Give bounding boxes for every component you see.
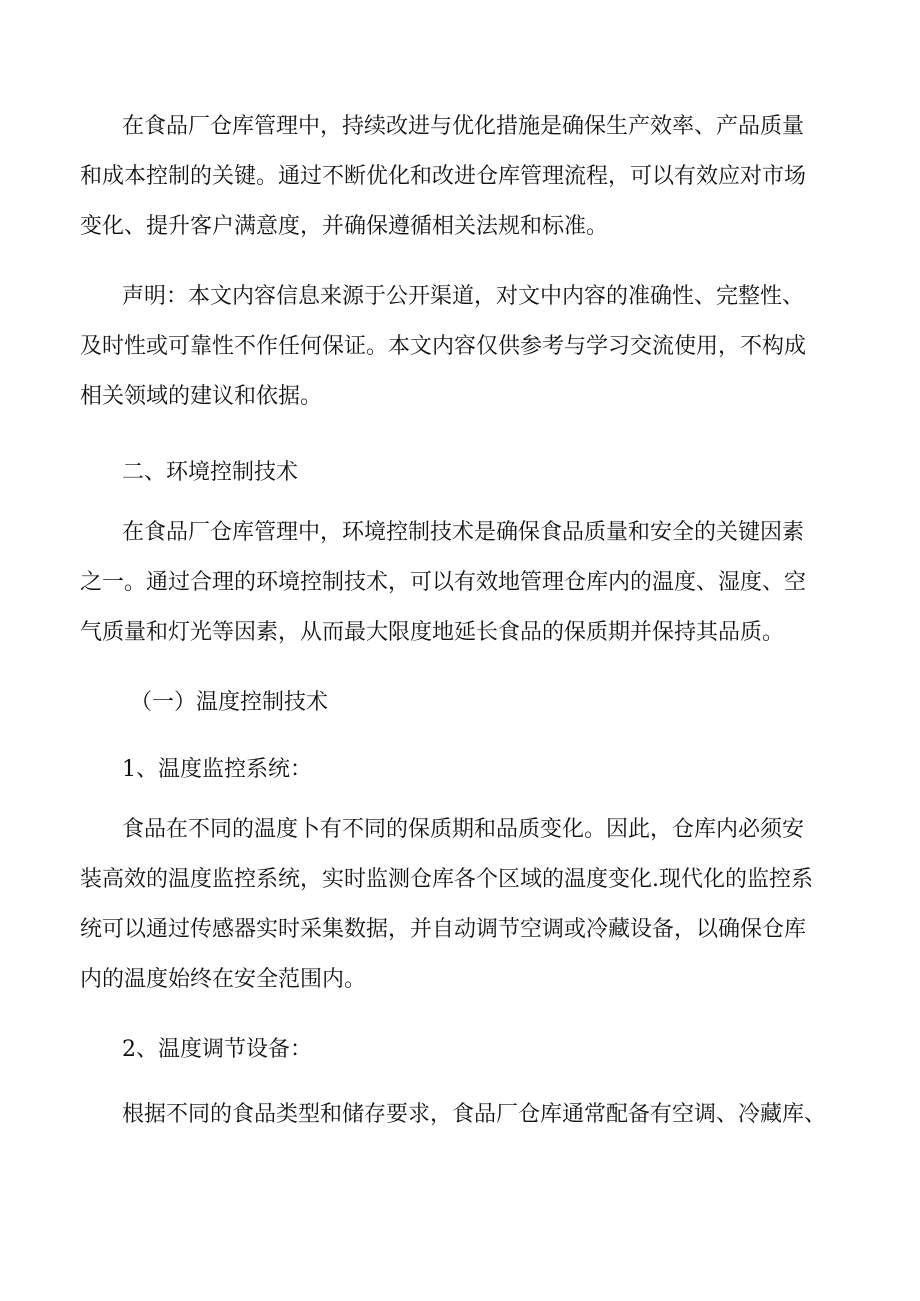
item-heading: 2、温度调节设备： <box>122 1037 312 1062</box>
text-line: 装高效的温度监控系统，实时监测仓库各个区域的温度变化.现代化的监控系 <box>80 867 813 892</box>
text-line: 和成本控制的关键。通过不断优化和改进仓库管理流程，可以有效应对市场 <box>80 164 807 189</box>
text-line: 根据不同的食品类型和储存要求，食品厂仓库通常配备有空调、冷藏库、 <box>122 1102 827 1127</box>
text-line: 变化、提升客户满意度，并确保遵循相关法规和标准。 <box>80 214 609 239</box>
item-heading: 1、温度监控系统： <box>122 757 312 782</box>
text-line: 统可以通过传感器实时采集数据，并自动调节空调或冷藏设备，以确保仓库 <box>80 917 807 942</box>
text-line: 相关领域的建议和依据。 <box>80 384 323 409</box>
text-line: 之一。通过合理的环境控制技术，可以有效地管理仓库内的温度、湿度、空 <box>80 570 807 595</box>
text-line: 及时性或可靠性不作任何保证。本文内容仅供参考与学习交流使用，不构成 <box>80 334 807 359</box>
subsection-heading: （一）温度控制技术 <box>130 690 329 715</box>
text-line: 气质量和灯光等因素，从而最大限度地延长食品的保质期并保持其品质。 <box>80 620 785 645</box>
text-line: 声明：本文内容信息来源于公开渠道，对文中内容的准确性、完整性、 <box>122 284 805 309</box>
text-line: 食品在不同的温度卜有不同的保质期和品质变化。因此，仓库内必须安 <box>122 817 805 842</box>
text-line: 在食品厂仓库管理中，持续改进与优化措施是确保生产效率、产品质量 <box>122 114 805 139</box>
text-line: 内的温度始终在安全范围内。 <box>80 967 367 992</box>
text-line: 在食品厂仓库管理中，环境控制技术是确保食品质量和安全的关键因素 <box>122 520 805 545</box>
section-heading: 二、环境控制技术 <box>122 460 299 485</box>
